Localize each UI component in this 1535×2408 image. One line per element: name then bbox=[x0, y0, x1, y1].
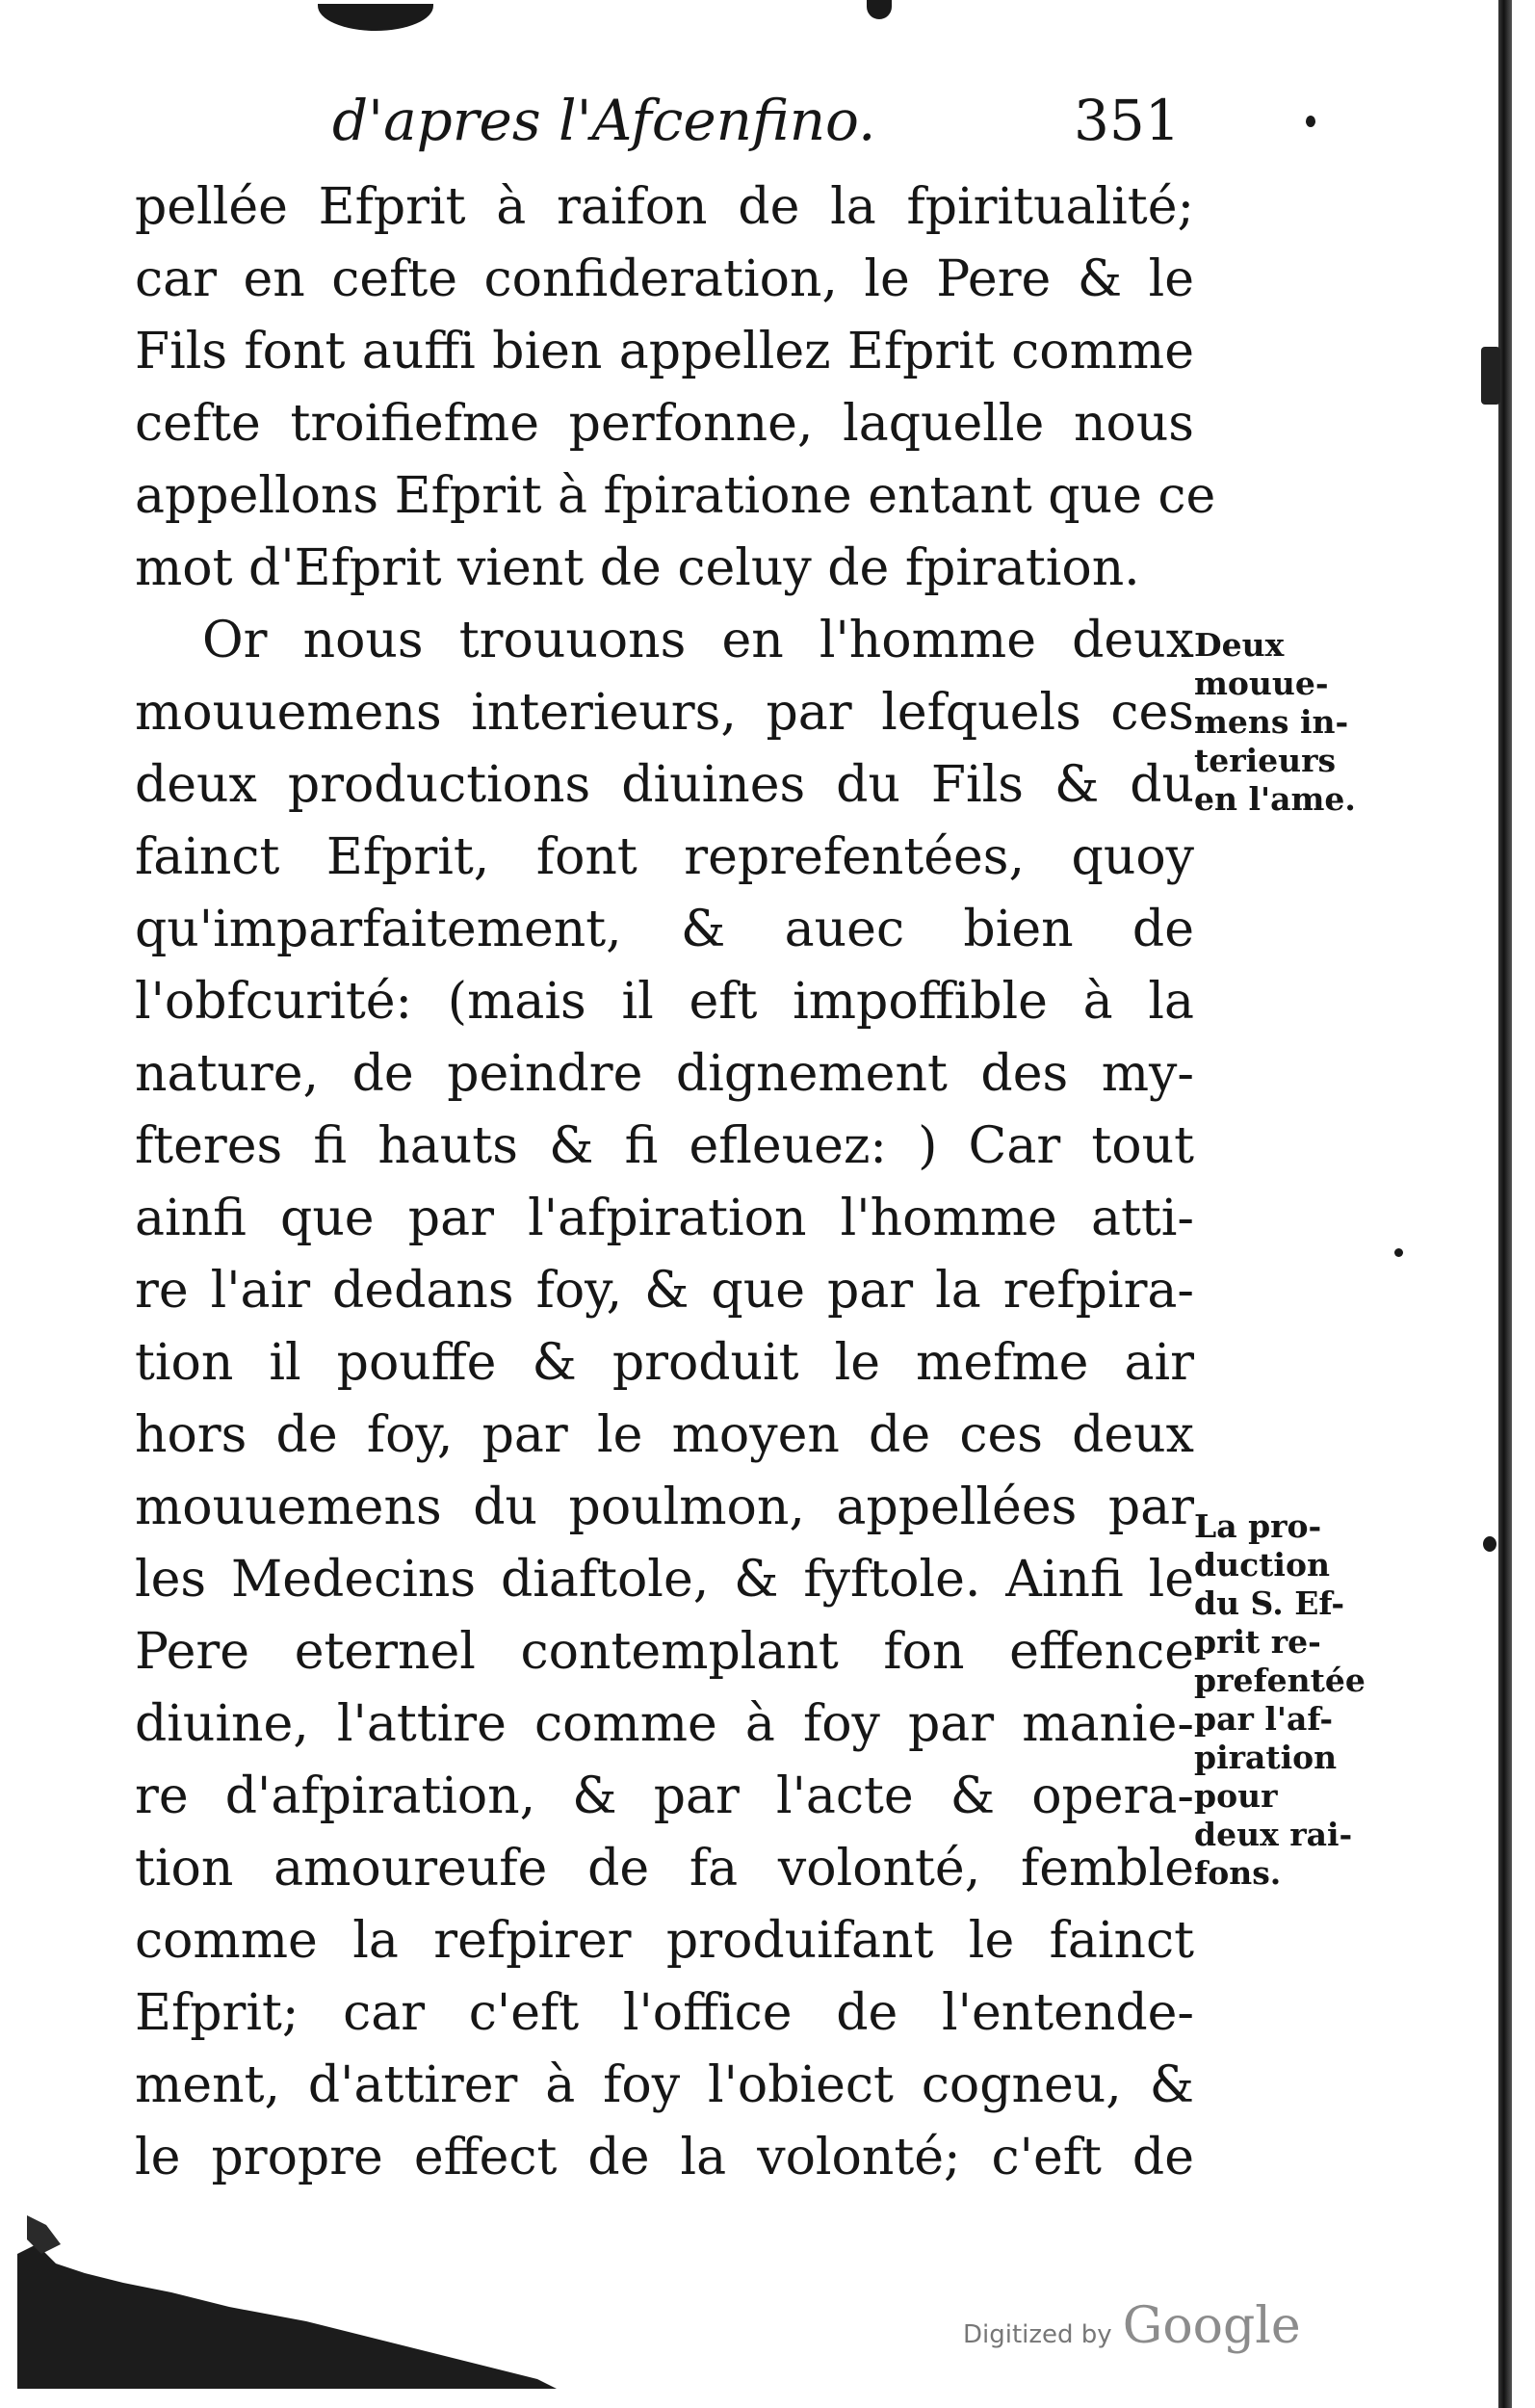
text-line: les Medecins diaftole, & fyftole. Ainfi le bbox=[135, 1551, 1194, 1609]
running-head bbox=[332, 82, 1199, 159]
text-line: mot d'Efprit vient de celuy de fpiration. bbox=[135, 539, 1140, 597]
text-line: qu'imparfaitement, & auec bien de bbox=[135, 901, 1194, 958]
text-line: deux productions diuines du Fils & du bbox=[135, 756, 1194, 814]
page-edge-shadow bbox=[1498, 0, 1512, 2408]
margin-note-line: fons. bbox=[1194, 1854, 1282, 1892]
margin-note-line: Deux bbox=[1194, 626, 1285, 664]
margin-note-line: terieurs bbox=[1194, 742, 1337, 779]
text-line: ment, d'attirer à foy l'obiect cogneu, & bbox=[135, 2056, 1194, 2114]
google-logo: Google bbox=[1122, 2297, 1301, 2355]
text-line: fainct Efprit, font reprefentées, quoy bbox=[135, 828, 1194, 886]
ink-speck bbox=[1306, 116, 1315, 127]
ink-speck bbox=[1483, 1536, 1496, 1552]
digitized-label: Digitized by bbox=[963, 2320, 1112, 2349]
text-line: re d'afpiration, & par l'acte & opera- bbox=[135, 1767, 1194, 1825]
margin-note-line: La pro- bbox=[1194, 1507, 1322, 1545]
margin-note-line: en l'ame. bbox=[1194, 780, 1356, 818]
margin-note-line: prit re- bbox=[1194, 1623, 1321, 1661]
text-line: car en cefte confideration, le Pere & le bbox=[135, 250, 1194, 308]
text-line: le propre effect de la volonté; c'eft de bbox=[135, 2129, 1194, 2186]
text-line: Fils font auffi bien appellez Efprit comme bbox=[135, 323, 1194, 380]
text-line: appellons Efprit à fpiratione entant que ce bbox=[135, 467, 1216, 525]
margin-note-line: du S. Ef- bbox=[1194, 1584, 1345, 1622]
text-line: diuine, l'attire comme à foy par manie- bbox=[135, 1695, 1194, 1753]
margin-note bbox=[1194, 1507, 1387, 1893]
margin-note-line: duction bbox=[1194, 1546, 1330, 1584]
page-number: 351 bbox=[1074, 88, 1181, 153]
scan-ink-blot bbox=[318, 4, 433, 31]
margin-note-line: deux rai- bbox=[1194, 1816, 1353, 1853]
ink-speck bbox=[1394, 1248, 1403, 1257]
text-line: tion il pouffe & produit le mefme air bbox=[135, 1334, 1194, 1392]
body-text bbox=[135, 171, 1216, 2194]
text-line: mouuemens interieurs, par lefquels ces bbox=[135, 684, 1194, 742]
margin-note-line: piration bbox=[1194, 1739, 1338, 1776]
text-line: cefte troifiefme perfonne, laquelle nous bbox=[135, 395, 1194, 453]
scan-ink-blot bbox=[1481, 347, 1500, 405]
text-line: l'obfcurité: (mais il eft impoffible à la bbox=[135, 973, 1194, 1031]
margin-note-line: prefentée bbox=[1194, 1662, 1366, 1699]
text-line: comme la refpirer produifant le fainct bbox=[135, 1912, 1194, 1970]
margin-note-line: par l'af- bbox=[1194, 1700, 1334, 1738]
margin-note-line: mens in- bbox=[1194, 703, 1349, 741]
text-line: Efprit; car c'eft l'office de l'entende- bbox=[135, 1984, 1194, 2042]
text-line: Or nous trouuons en l'homme deux bbox=[202, 612, 1194, 669]
text-line: pellée Efprit à raifon de la fpiritualité; bbox=[135, 178, 1194, 236]
text-line: tion amoureufe de fa volonté, femble bbox=[135, 1840, 1194, 1898]
text-line: fteres fi hauts & fi efleuez: ) Car tout bbox=[135, 1117, 1194, 1175]
text-line: re l'air dedans foy, & que par la refpira- bbox=[135, 1262, 1194, 1320]
running-head-title: d'apres l'Afcenfino. bbox=[332, 88, 876, 153]
text-line: Pere eternel contemplant fon effence bbox=[135, 1623, 1194, 1681]
margin-note-line: pour bbox=[1194, 1777, 1278, 1815]
text-line: ainfi que par l'afpiration l'homme atti- bbox=[135, 1190, 1194, 1247]
text-line: nature, de peindre dignement des my- bbox=[135, 1045, 1194, 1103]
scan-ink-blot bbox=[17, 2215, 557, 2389]
margin-note-line: mouue- bbox=[1194, 665, 1329, 702]
margin-note bbox=[1194, 626, 1387, 819]
text-line: mouuemens du poulmon, appellées par bbox=[135, 1479, 1194, 1536]
text-line: hors de foy, par le moyen de ces deux bbox=[135, 1406, 1194, 1464]
scan-ink-blot bbox=[867, 0, 892, 19]
digitized-by-google bbox=[963, 2297, 1301, 2355]
